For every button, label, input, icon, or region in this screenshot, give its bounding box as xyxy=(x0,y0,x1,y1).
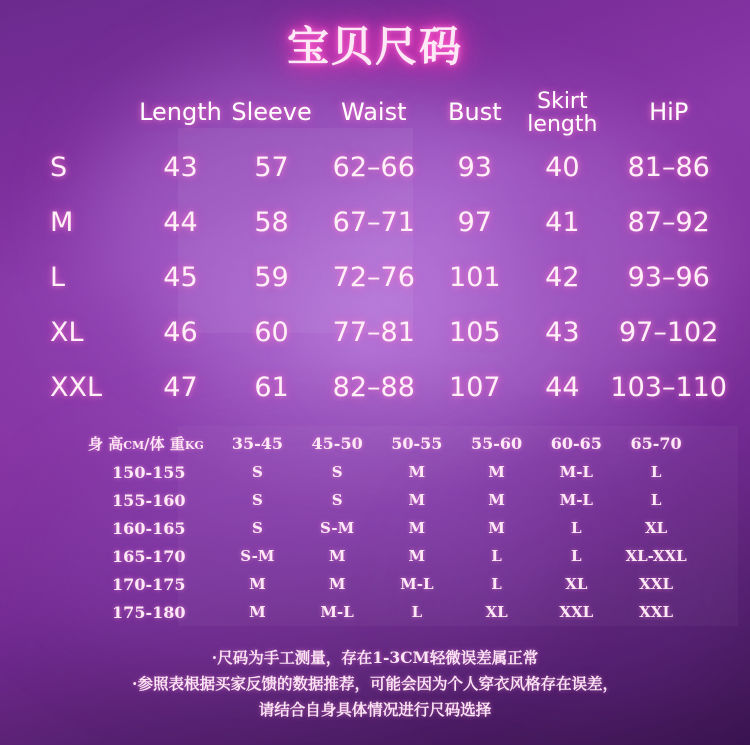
size-table-header-row xyxy=(24,86,730,140)
table-row xyxy=(86,542,696,570)
header-length: Length xyxy=(139,98,222,127)
cell-recommended-size: M-L xyxy=(559,491,593,509)
cell-recommended-size: S xyxy=(331,463,343,481)
cell-bust: 105 xyxy=(449,317,501,348)
cell-recommended-size: M xyxy=(249,603,266,621)
cell-skirt-length: 41 xyxy=(545,207,580,238)
cell-height-range: 155-160 xyxy=(112,490,186,510)
header-weight-label: /体 重 xyxy=(144,434,185,453)
size-measurements-table xyxy=(24,86,730,415)
cell-hip: 97–102 xyxy=(619,317,719,348)
table-row xyxy=(86,458,696,486)
cell-recommended-size: S-M xyxy=(320,519,355,537)
header-size xyxy=(24,86,133,140)
cell-recommended-size: L xyxy=(571,519,582,537)
cell-hip: 103–110 xyxy=(610,372,727,403)
cell-recommended-size: S xyxy=(251,463,263,481)
cell-recommended-size: XL xyxy=(565,575,588,593)
cell-recommended-size: XXL xyxy=(639,575,673,593)
cell-length: 47 xyxy=(163,372,198,403)
cell-hip: 93–96 xyxy=(627,262,710,293)
hw-table-header-row xyxy=(86,428,696,458)
cell-recommended-size: XL xyxy=(644,519,668,537)
cell-sleeve: 61 xyxy=(254,372,289,403)
cell-skirt-length: 43 xyxy=(545,317,580,348)
cell-recommended-size: L xyxy=(571,547,582,565)
cell-recommended-size: M xyxy=(408,463,426,481)
note-line-2: ·参照表根据买家反馈的数据推荐，可能会因为个人穿衣风格存在误差， xyxy=(132,674,618,693)
cell-recommended-size: L xyxy=(411,603,423,621)
cell-recommended-size: M xyxy=(488,463,505,481)
page-title: 宝贝尺码 xyxy=(286,22,463,71)
cell-recommended-size: M xyxy=(328,575,346,593)
cell-recommended-size: M-L xyxy=(320,603,354,621)
cell-size: XXL xyxy=(50,372,103,403)
header-skirt-length-line1: Skirt xyxy=(537,88,588,114)
cell-size: M xyxy=(50,207,74,238)
note-line-1: ·尺码为手工测量，存在1-3CM轻微误差属正常 xyxy=(211,648,539,667)
note-line-3: 请结合自身具体情况进行尺码选择 xyxy=(258,700,492,719)
cell-recommended-size: XL xyxy=(485,603,508,621)
cell-waist: 72–76 xyxy=(332,262,415,293)
header-height-unit: CM xyxy=(123,438,145,452)
cell-bust: 107 xyxy=(449,372,501,403)
cell-bust: 101 xyxy=(449,262,501,293)
header-weight-60-65: 60-65 xyxy=(550,433,602,453)
cell-hip: 81–86 xyxy=(627,152,710,183)
table-row xyxy=(86,486,696,514)
header-weight-unit: KG xyxy=(184,438,204,452)
cell-height-range: 160-165 xyxy=(112,518,186,538)
header-weight-55-60: 55-60 xyxy=(470,433,523,453)
cell-recommended-size: M xyxy=(408,491,426,509)
cell-recommended-size: S xyxy=(251,491,263,509)
header-weight-50-55: 50-55 xyxy=(391,433,443,453)
cell-length: 45 xyxy=(163,262,198,293)
cell-recommended-size: M xyxy=(488,519,505,537)
height-weight-recommendation-table xyxy=(86,428,696,626)
notes-section xyxy=(0,645,750,723)
cell-size: S xyxy=(50,152,68,183)
cell-bust: 97 xyxy=(457,207,492,238)
cell-skirt-length: 44 xyxy=(545,372,580,403)
header-height-label: 身 高 xyxy=(88,434,124,453)
cell-length: 44 xyxy=(163,207,198,238)
cell-waist: 67–71 xyxy=(332,207,415,238)
table-row xyxy=(86,598,696,626)
cell-recommended-size: M xyxy=(488,491,505,509)
cell-sleeve: 59 xyxy=(254,262,289,293)
cell-length: 43 xyxy=(163,152,198,183)
cell-height-range: 175-180 xyxy=(112,602,186,622)
cell-size: XL xyxy=(50,317,84,348)
cell-length: 46 xyxy=(163,317,198,348)
table-row xyxy=(86,570,696,598)
header-skirt-length xyxy=(517,86,607,140)
header-bust: Bust xyxy=(448,98,502,127)
cell-recommended-size: M-L xyxy=(559,463,593,481)
header-weight-65-70: 65-70 xyxy=(630,433,682,453)
cell-recommended-size: XXL xyxy=(559,603,594,621)
table-row xyxy=(24,250,730,305)
cell-recommended-size: L xyxy=(650,491,662,509)
table-row xyxy=(24,360,730,415)
cell-sleeve: 60 xyxy=(254,317,289,348)
cell-waist: 62–66 xyxy=(332,152,415,183)
cell-size: L xyxy=(50,262,66,293)
header-weight-45-50: 45-50 xyxy=(311,433,363,453)
cell-recommended-size: S-M xyxy=(240,547,275,565)
header-weight-35-45: 35-45 xyxy=(231,433,283,453)
cell-recommended-size: S xyxy=(331,491,343,509)
cell-height-range: 150-155 xyxy=(112,462,186,482)
header-hip: HiP xyxy=(649,98,689,127)
cell-hip: 87–92 xyxy=(627,207,710,238)
cell-height-range: 170-175 xyxy=(112,574,186,594)
cell-recommended-size: XXL xyxy=(639,603,673,621)
cell-recommended-size: XL-XXL xyxy=(625,547,687,565)
table-row xyxy=(24,305,730,360)
header-sleeve: Sleeve xyxy=(231,98,312,127)
cell-recommended-size: M xyxy=(408,547,426,565)
cell-skirt-length: 42 xyxy=(545,262,580,293)
cell-recommended-size: M xyxy=(249,575,266,593)
cell-sleeve: 57 xyxy=(254,152,289,183)
cell-recommended-size: S xyxy=(251,519,263,537)
table-row xyxy=(86,514,696,542)
cell-skirt-length: 40 xyxy=(545,152,580,183)
cell-recommended-size: L xyxy=(491,547,502,565)
header-height-weight xyxy=(86,428,218,458)
cell-recommended-size: L xyxy=(491,575,502,593)
header-skirt-length-line2: length xyxy=(527,112,598,137)
header-waist: Waist xyxy=(341,98,407,127)
cell-waist: 77–81 xyxy=(332,317,415,348)
table-row xyxy=(24,195,730,250)
table-row xyxy=(24,140,730,195)
cell-recommended-size: L xyxy=(650,463,662,481)
cell-recommended-size: M xyxy=(328,547,346,565)
cell-recommended-size: M xyxy=(408,519,426,537)
cell-waist: 82–88 xyxy=(332,372,415,403)
cell-recommended-size: M-L xyxy=(400,575,434,593)
cell-sleeve: 58 xyxy=(254,207,289,238)
cell-height-range: 165-170 xyxy=(112,546,186,566)
cell-bust: 93 xyxy=(457,152,492,183)
